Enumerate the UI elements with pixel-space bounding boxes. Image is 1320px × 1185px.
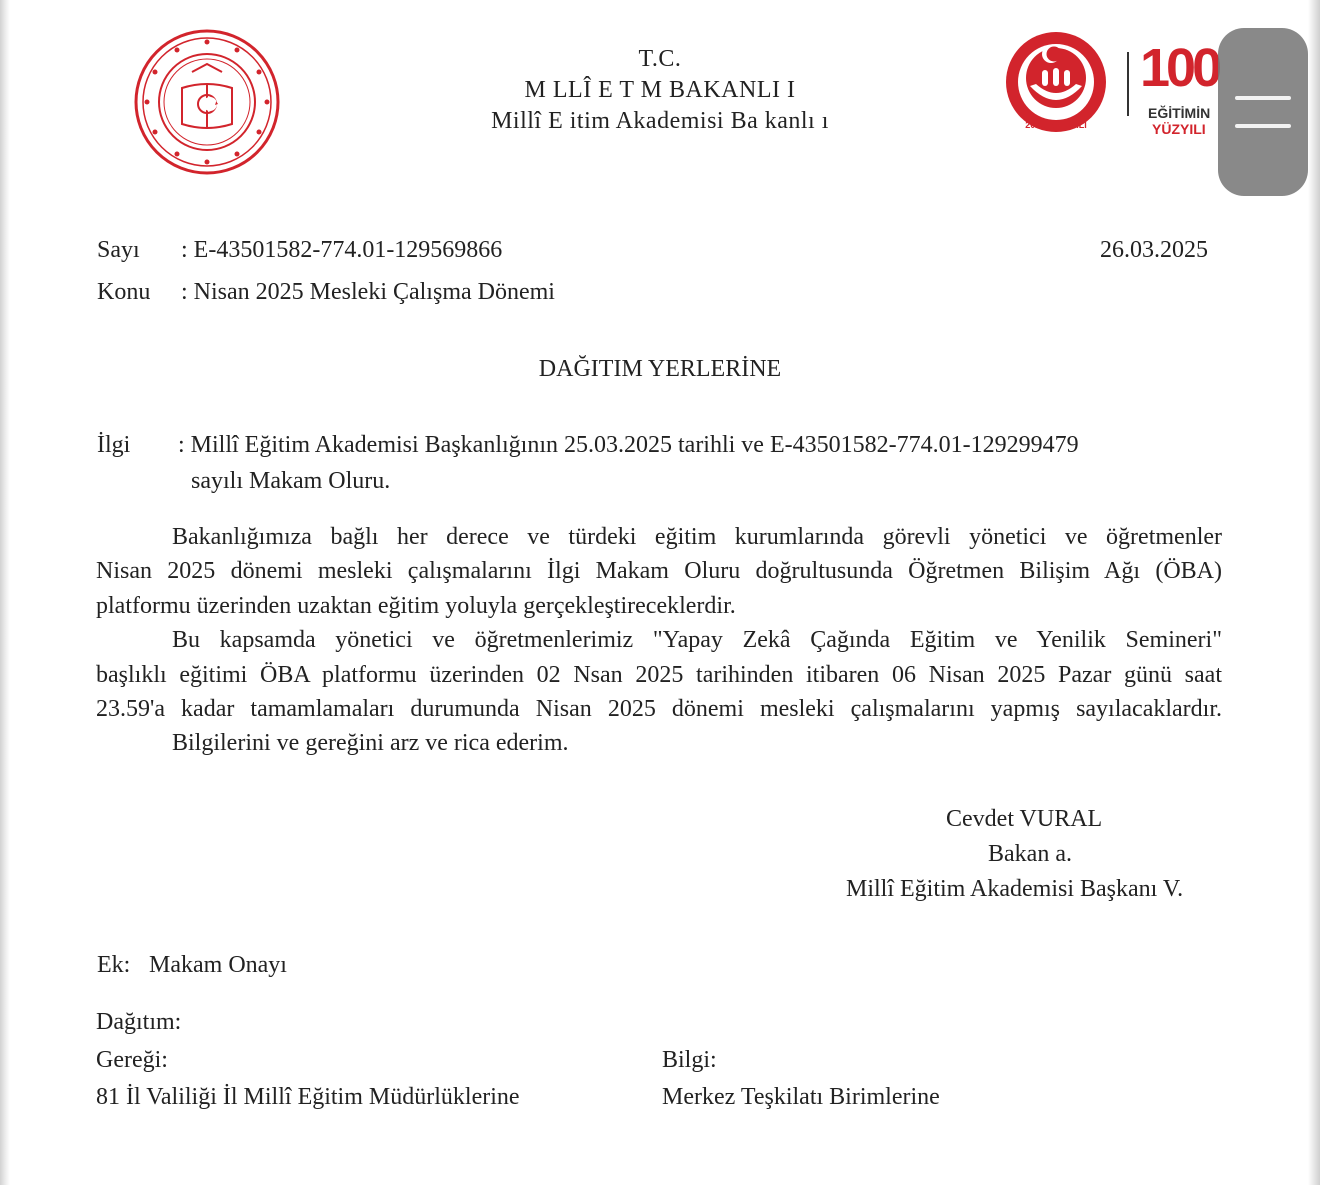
closing-paragraph: Bilgilerini ve gereğini arz ve rica ederim. <box>172 730 569 756</box>
distribution-label: Dağıtım: <box>96 1009 182 1035</box>
paragraph-1-line-2: Nisan 2025 dönemi mesleki çalışmalarını İlgi Makam Oluru doğrultusunda Öğretmen Bilişim Ağı (ÖBA) <box>96 558 1222 584</box>
geregi-value: 81 İl Valiliği İl Millî Eğitim Müdürlüklerine <box>96 1084 520 1110</box>
yuzyil-number: 100 <box>1140 38 1219 98</box>
geregi-label: Gereği: <box>96 1047 168 1073</box>
konu-label: Konu <box>97 279 151 305</box>
paragraph-2-line-1: Bu kapsamda yönetici ve öğretmenlerimiz "Yapay Zekâ Çağında Eğitim ve Yenilik Semineri" <box>172 627 1222 653</box>
attachment-value: Makam Onayı <box>149 952 287 978</box>
ilgi-line2: sayılı Makam Oluru. <box>191 468 391 494</box>
attachment-label: Ek: <box>97 952 131 978</box>
page-edge-left <box>0 0 10 1185</box>
header-ministry: M LLÎ E T M BAKANLI I <box>524 77 796 103</box>
ilgi-line1: : Millî Eğitim Akademisi Başkanlığının 25.03.2025 tarihli ve E-43501582-774.01-129299479 <box>178 432 1079 458</box>
aile-yili-logo-icon <box>1004 30 1108 134</box>
header-tc: T.C. <box>638 46 682 72</box>
signatory-title-2: Millî Eğitim Akademisi Başkanı V. <box>846 876 1184 902</box>
egitimin-yuzyili-logo-icon <box>1138 32 1222 142</box>
addressee: DAĞITIM YERLERİNE <box>538 356 782 382</box>
paragraph-1-line-1: Bakanlığımıza bağlı her derece ve türdeki eğitim kurumlarında görevli yönetici ve öğretmenler <box>172 524 1222 550</box>
hamburger-menu-icon <box>1235 96 1291 100</box>
ilgi-label: İlgi <box>97 432 131 458</box>
konu-value: : Nisan 2025 Mesleki Çalışma Dönemi <box>181 279 555 305</box>
bilgi-value: Merkez Teşkilatı Birimlerine <box>662 1084 940 1110</box>
page-edge-right <box>1308 0 1320 1185</box>
paragraph-2-line-2: başlıklı eğitimi ÖBA platformu üzerinden 02 Nsan 2025 tarihinden itibaren 06 Nisan 2025 Pazar günü saat <box>96 662 1222 688</box>
paragraph-1-line-3: platformu üzerinden uzaktan eğitim yoluyla gerçekleştireceklerdir. <box>96 593 736 619</box>
logo-divider <box>1127 52 1129 116</box>
signatory-name: Cevdet VURAL <box>946 806 1103 832</box>
header-academy: Millî E itim Akademisi Ba kanlı ı <box>491 108 829 134</box>
bilgi-label: Bilgi: <box>662 1047 717 1073</box>
hamburger-menu-icon <box>1235 124 1291 128</box>
aile-yili-text: 2025 AİLE YILI <box>1025 120 1087 130</box>
sayi-value: : E-43501582-774.01-129569866 <box>181 237 503 263</box>
paragraph-2-line-3: 23.59'a kadar tamamlamaları durumunda Nisan 2025 dönemi mesleki çalışmalarını yapmış sayılacaklardır. <box>96 696 1222 722</box>
document-date: 26.03.2025 <box>1100 237 1208 263</box>
document-header <box>380 44 940 137</box>
ministry-seal-icon <box>132 28 282 176</box>
signatory-title-1: Bakan a. <box>988 841 1072 867</box>
yuzyil-line2: YÜZYILI <box>1152 121 1206 137</box>
sayi-label: Sayı <box>97 237 140 263</box>
menu-button[interactable] <box>1218 28 1308 196</box>
yuzyil-line1: EĞİTİMİN <box>1148 105 1211 121</box>
